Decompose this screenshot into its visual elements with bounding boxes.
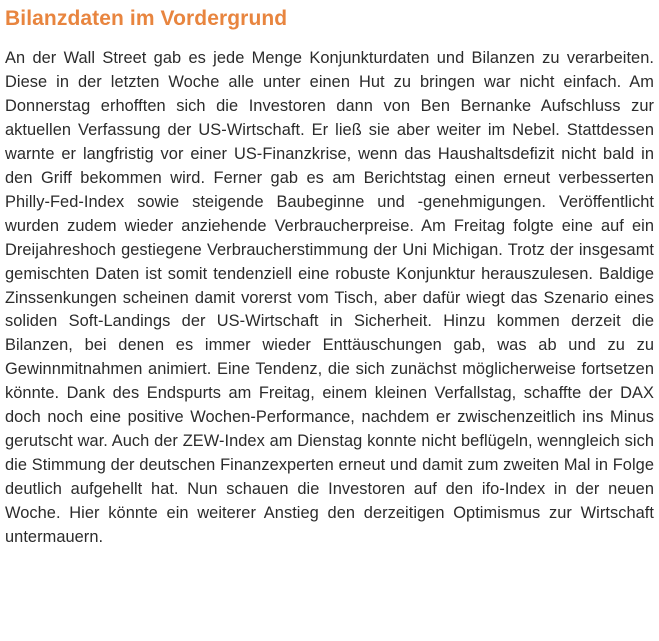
article-headline: Bilanzdaten im Vordergrund (5, 7, 288, 30)
article-body: An der Wall Street gab es jede Menge Konjunkturdaten und Bilanzen zu verarbeiten. Diese in der letzten Woche alle unter einen Hut zu bringen war nicht einfach. Am Donnerstag erhofften sich die Investoren dann von Ben Bernanke Aufschluss zur aktuellen Verfassung der US-Wirtschaft. Er ließ sie aber weiter im Nebel. Stattdessen warnte er langfristig vor einer US-Finanzkrise, wenn das Haushaltsdefizit nicht bald in den Griff bekommen wird. Ferner gab es am Berichtstag einen erneut verbesserten Philly-Fed-Index sowie steigende Baubeginne und -genehmigungen. Veröffentlicht wurden zudem wieder anziehende Verbraucherpreise. Am Freitag folgte eine auf ein Dreijahreshoch gestiegene Verbraucherstimmung der Uni Michigan. Trotz der insgesamt gemischten Daten ist somit tendenziell eine robuste Konjunktur herauszulesen. Baldige Zinssenkungen scheinen damit vorerst vom Tisch, aber dafür wiegt das Szenario eines soliden Soft-Landings der US-Wirtschaft in Sicherheit. Hinzu kommen derzeit die Bilanzen, bei denen es immer wieder Enttäuschungen gab, was ab und zu zu Gewinnmitnahmen animiert. Eine Tendenz, die sich zunächst möglicherweise fortsetzen könnte. Dank des Endspurts am Freitag, einem kleinen Verfallstag, schaffte der DAX doch noch eine positive Wochen-Performance, nachdem er zwischenzeitlich ins Minus gerutscht war. Auch der ZEW-Index am Dienstag konnte nicht beflügeln, wenngleich sich die Stimmung der deutschen Finanzexperten erneut und damit zum zweiten Mal in Folge deutlich aufgehellt hat. Nun schauen die Investoren auf den ifo-Index in der neuen Woche. Hier könnte ein weiterer Anstieg den derzeitigen Optimismus zur Wirtschaft untermauern. (5, 49, 654, 547)
article (5, 6, 654, 550)
